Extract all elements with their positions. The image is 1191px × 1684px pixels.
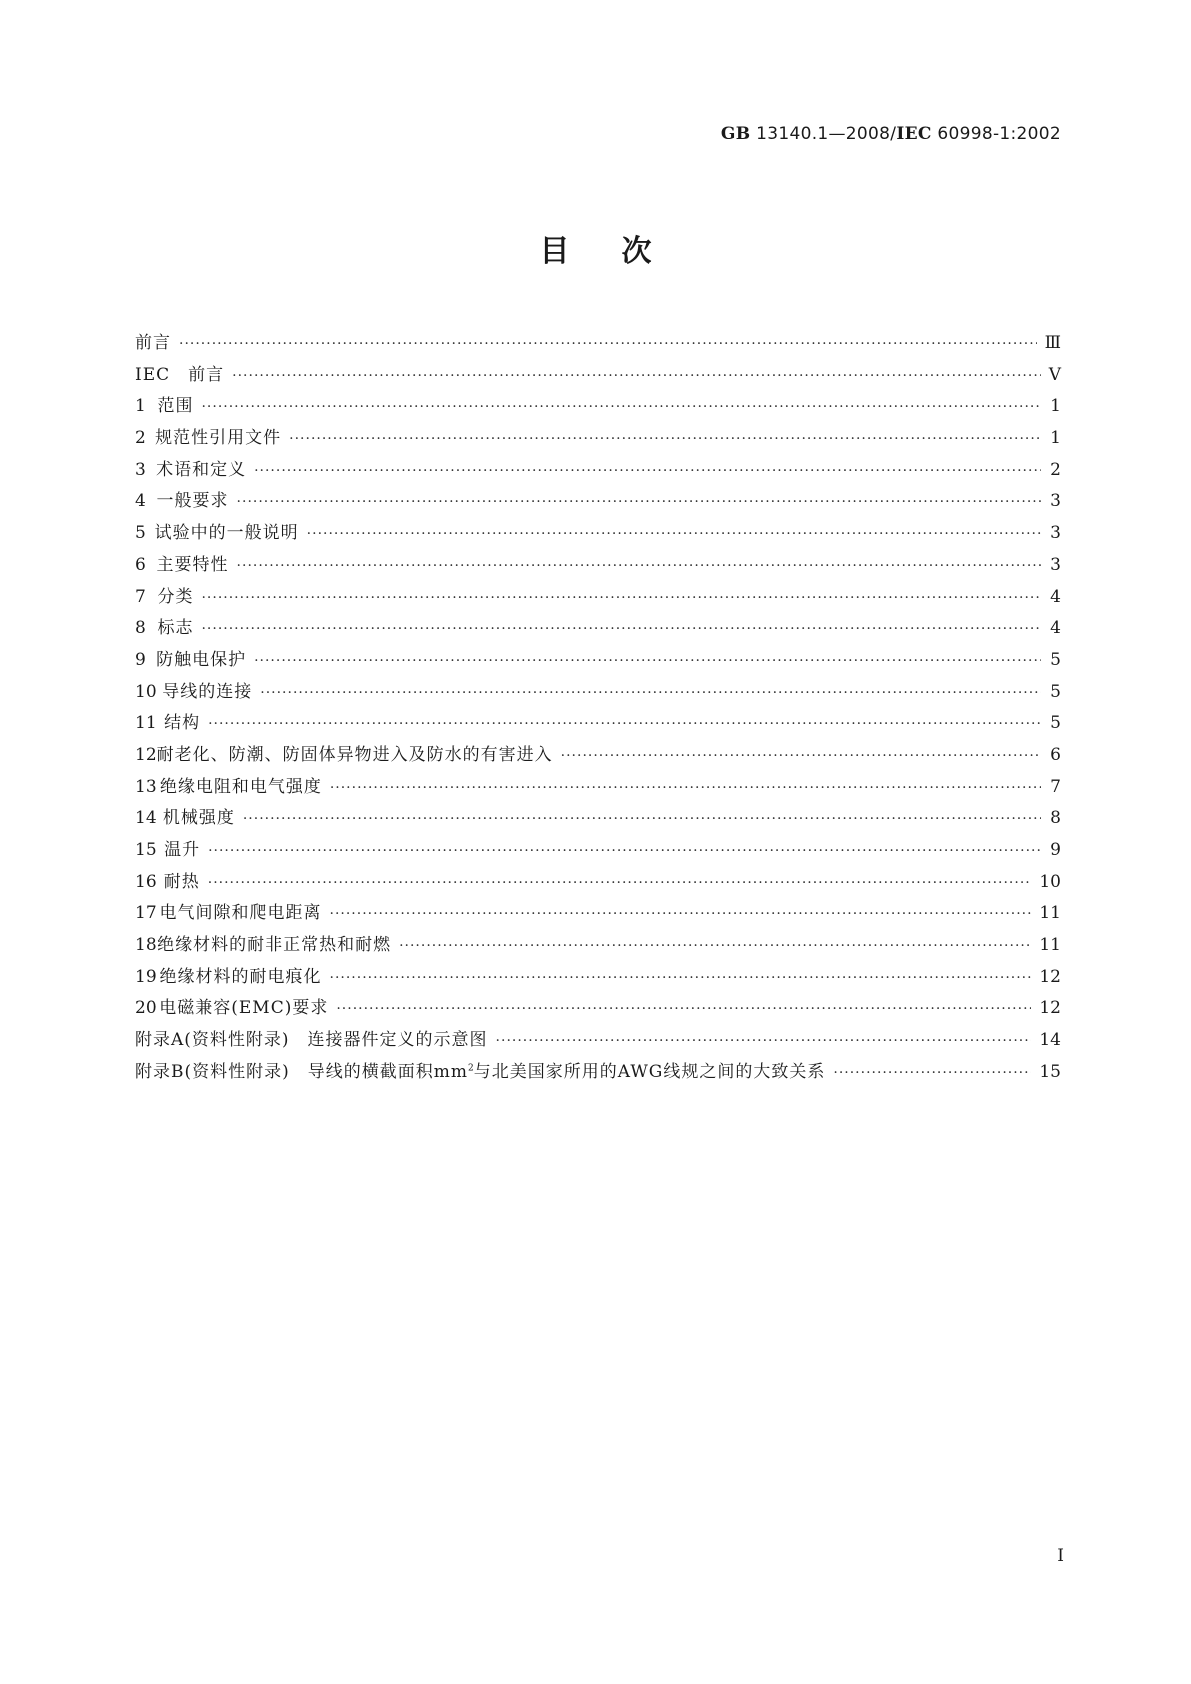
toc-entry-19[interactable]	[135, 962, 1061, 994]
toc-entry-15[interactable]	[135, 835, 1061, 867]
toc-label: 前言	[135, 333, 171, 353]
toc-number: 7	[135, 586, 146, 607]
toc-label: 标志	[157, 618, 194, 639]
toc-label: 一般要求	[156, 491, 229, 512]
toc-page: 5	[1050, 713, 1061, 734]
toc-leader	[232, 368, 1041, 384]
toc-label: 绝缘电阻和电气强度	[159, 776, 322, 797]
toc-number: 14	[135, 808, 157, 829]
toc-page: 12	[1039, 966, 1061, 987]
toc-entry-preface[interactable]	[135, 328, 1061, 360]
toc-leader	[254, 653, 1041, 669]
toc-page: 2	[1050, 459, 1061, 480]
toc-label: 温升	[164, 840, 201, 860]
toc-entry-20[interactable]	[135, 993, 1061, 1025]
toc-label: 试验中的一般说明	[154, 523, 299, 544]
toc-leader	[307, 526, 1041, 542]
toc-number: 2	[135, 428, 146, 449]
toc-entry-2[interactable]	[135, 423, 1061, 455]
toc-number: 17	[135, 903, 157, 924]
toc-leader	[201, 590, 1041, 606]
toc-page: 3	[1050, 554, 1061, 575]
toc-number: 10	[135, 681, 157, 702]
toc-leader	[330, 906, 1032, 922]
toc-label: 范围	[157, 396, 194, 417]
toc-leader	[201, 621, 1041, 637]
toc-entry-annex-b[interactable]	[135, 1057, 1061, 1089]
toc-page: 8	[1050, 808, 1061, 829]
toc-leader	[260, 685, 1041, 701]
toc-entry-16[interactable]	[135, 867, 1061, 899]
toc-leader	[496, 1033, 1032, 1049]
toc-entry-iec-preface[interactable]	[135, 360, 1061, 392]
toc-label: 规范性引用文件	[155, 428, 282, 449]
toc-label: 附录A(资料性附录) 连接器件定义的示意图	[135, 1030, 488, 1051]
toc-page: 1	[1050, 428, 1061, 449]
toc-entry-8[interactable]	[135, 613, 1061, 645]
toc-label: 结构	[164, 713, 201, 734]
toc-page: 10	[1039, 871, 1061, 892]
toc-label: 术语和定义	[156, 459, 247, 480]
toc-leader	[833, 1065, 1031, 1081]
toc-leader	[399, 938, 1031, 954]
toc-label: 机械强度	[162, 808, 235, 829]
toc-entry-4[interactable]	[135, 486, 1061, 518]
toc-label: 电气间隙和爬电距离	[159, 903, 322, 924]
toc-label: 耐热	[163, 871, 200, 892]
toc-entry-annex-a[interactable]	[135, 1025, 1061, 1057]
toc-leader	[208, 843, 1041, 859]
toc-page: 4	[1050, 618, 1061, 639]
toc-label: 电磁兼容(EMC)要求	[159, 998, 329, 1019]
toc-label: 主要特性	[156, 554, 229, 575]
toc-leader	[208, 716, 1041, 732]
toc-number: 5	[135, 523, 146, 544]
toc-entry-12[interactable]	[135, 740, 1061, 772]
toc-label: 绝缘材料的耐电痕化	[159, 966, 322, 987]
toc-number: 15	[135, 840, 157, 860]
toc-number: 4	[135, 491, 146, 512]
toc-entry-13[interactable]	[135, 772, 1061, 804]
toc-number: 18	[135, 935, 157, 956]
toc-leader	[243, 811, 1041, 827]
toc-page: 14	[1039, 1030, 1061, 1051]
toc-entry-5[interactable]	[135, 518, 1061, 550]
toc-number: 8	[135, 618, 146, 639]
toc-number: 3	[135, 459, 146, 480]
toc-page: 15	[1039, 1061, 1061, 1082]
toc-entry-10[interactable]	[135, 677, 1061, 709]
toc-page: 3	[1050, 523, 1061, 544]
toc-label-post: 与北美国家所用的AWG线规之间的大致关系	[473, 1061, 826, 1082]
toc-label: 分类	[157, 586, 194, 607]
toc-leader	[336, 1001, 1031, 1017]
toc-leader	[254, 463, 1041, 479]
std-body: 13140.1—2008/	[756, 124, 897, 144]
toc-label: 防触电保护	[156, 649, 247, 670]
toc-leader	[561, 748, 1041, 764]
toc-number: 6	[135, 554, 146, 575]
toc-number: 16	[135, 871, 157, 892]
toc-entry-11[interactable]	[135, 708, 1061, 740]
std-iec-rest: 60998-1:2002	[937, 124, 1061, 144]
toc-page: 5	[1050, 649, 1061, 670]
toc-label: IEC 前言	[135, 364, 225, 385]
toc-page: 4	[1050, 586, 1061, 607]
toc-number: 20	[135, 998, 157, 1019]
standard-number	[721, 124, 1061, 144]
page-number: I	[1057, 1546, 1064, 1566]
toc-number: 11	[135, 713, 157, 734]
toc-entry-7[interactable]	[135, 582, 1061, 614]
toc-page: 7	[1050, 776, 1061, 797]
toc-leader	[330, 780, 1041, 796]
toc-page: 1	[1050, 396, 1061, 417]
toc-page: 6	[1050, 744, 1061, 765]
toc-label-pre: 附录B(资料性附录) 导线的横截面积mm	[135, 1061, 468, 1082]
toc-leader	[237, 494, 1041, 510]
toc-leader	[237, 558, 1041, 574]
toc-page: 11	[1039, 935, 1061, 956]
toc-number: 19	[135, 966, 157, 987]
toc-number: 13	[135, 776, 157, 797]
std-iec: IEC	[896, 124, 932, 144]
toc-entry-18[interactable]	[135, 930, 1061, 962]
toc-label	[135, 1057, 825, 1082]
toc-page: Ⅴ	[1048, 364, 1061, 385]
toc-page: 3	[1050, 491, 1061, 512]
toc-leader	[289, 431, 1041, 447]
toc-label: 导线的连接	[162, 681, 253, 702]
toc-number: 9	[135, 649, 146, 670]
toc-number: 12	[135, 744, 157, 765]
toc-entry-17[interactable]	[135, 898, 1061, 930]
toc-page: 12	[1039, 998, 1061, 1019]
toc-page: Ⅲ	[1044, 333, 1061, 353]
toc-entry-6[interactable]	[135, 550, 1061, 582]
toc-leader	[330, 970, 1032, 986]
toc-label-superscript: 2	[468, 1063, 474, 1074]
toc-page: 5	[1050, 681, 1061, 702]
toc-number: 1	[135, 396, 146, 417]
toc-leader	[179, 336, 1037, 352]
std-prefix: GB	[720, 124, 751, 144]
toc-entry-3[interactable]	[135, 455, 1061, 487]
toc-entry-1[interactable]	[135, 391, 1061, 423]
table-of-contents	[135, 328, 1061, 1089]
toc-label: 绝缘材料的耐非正常热和耐燃	[157, 935, 392, 956]
toc-label: 耐老化、防潮、防固体异物进入及防水的有害进入	[156, 744, 553, 765]
toc-entry-9[interactable]	[135, 645, 1061, 677]
toc-page: 11	[1039, 903, 1061, 924]
toc-page: 9	[1050, 840, 1061, 860]
page-title: 目次	[539, 234, 704, 269]
toc-entry-14[interactable]	[135, 803, 1061, 835]
toc-leader	[208, 875, 1032, 891]
toc-leader	[201, 399, 1041, 415]
